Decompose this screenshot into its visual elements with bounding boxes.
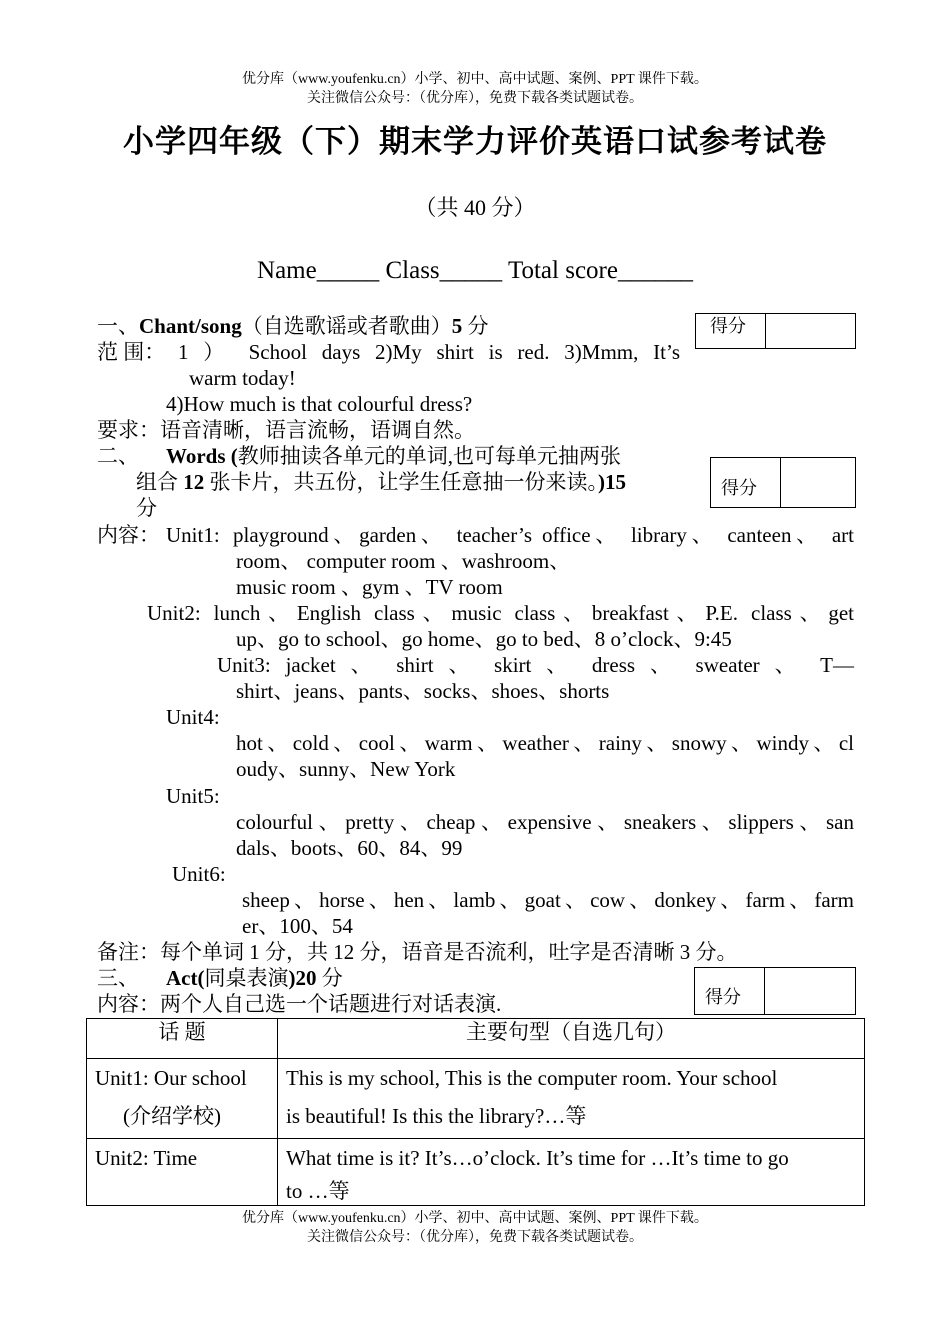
table-cell-topic [87,1059,278,1139]
score-label: 得分 [696,314,766,348]
section3-content: 内容：两个人自己选一个话题进行对话表演. [97,992,502,1016]
section2-desc-1: 教师抽读各单元的单词,也可每单元抽两张 [237,444,622,468]
score-label: 得分 [711,458,781,507]
section3-heading [166,965,343,991]
unit3-words-line-1: Unit3: jacket 、 shirt 、 skirt 、 dress 、 sweater 、 T— [217,653,854,677]
pattern-line-1: What time is it? It’s…o’clock. It’s time for …It’s time to go [286,1146,789,1170]
section1-points: 5 [451,314,463,338]
section2-desc-2c: 张卡片，共五份，让学生任意抽一份来读。 [204,470,598,494]
table-row [87,1059,865,1139]
section2-desc-2a: 组合 [136,470,184,494]
unit1-words-line-2: room、 computer room 、washroom、 [236,549,571,573]
section3-title: Act( [166,966,205,990]
table-cell-pattern [278,1139,865,1206]
dialogue-topic-table [86,1018,865,1206]
section1-range-label: 范 围： [97,340,166,364]
section2-number: 二、 [97,444,139,468]
section2-score-box [710,457,856,508]
unit1-label: Unit1: [166,523,220,547]
section2-points: )15 [598,470,626,494]
section3-desc: 同桌表演 [204,966,289,990]
header-line-1: 优分库（www.youfenku.cn）小学、初中、高中试题、案例、PPT 课件下载。 [242,72,708,87]
name-class-score-line: Name_____ Class_____ Total score______ [257,257,693,284]
section3-score-box [694,967,856,1015]
section2-note: 备注：每个单词 1 分，共 12 分，语音是否流利，吐字是否清晰 3 分。 [97,940,738,964]
topic-name: Unit2: Time [95,1146,198,1170]
section2-points-unit: 分 [136,496,157,520]
unit4-label: Unit4: [166,705,220,729]
header-line-2: 关注微信公众号：（优分库），免费下载各类试题试卷。 [307,91,643,106]
unit5-words-line-2: dals、boots、60、84、99 [236,836,463,860]
section1-requirement: 要求：语音清晰，语言流畅，语调自然。 [97,418,475,442]
table-row [87,1139,865,1206]
score-label: 得分 [695,968,765,1014]
section2-content-label: 内容： [97,523,160,547]
total-points: （共 40 分） [414,195,536,220]
unit5-words-line-1: colourful、pretty、cheap、expensive、sneakers、slippers、san [236,810,854,834]
table-cell-topic [87,1139,278,1206]
unit4-words-line-2: oudy、sunny、New York [236,757,456,781]
pattern-line-2: to …等 [286,1179,350,1203]
section1-title: Chant/song [139,314,242,338]
unit2-words-line-1: Unit2: lunch、English class、music class、breakfast、P.E. class、get [147,601,854,625]
section1-number: 一、 [97,314,139,338]
topic-name: Unit1: Our school [95,1066,247,1090]
section1-range-line-1: 1 ） School days 2)My shirt is red. 3)Mmm, It’s [178,340,680,364]
table-head-pattern: 主要句型（自选几句） [278,1019,865,1059]
section3-number: 三、 [97,966,139,990]
section1-range-line-3: 4)How much is that colourful dress? [166,392,473,416]
table-cell-pattern [278,1059,865,1139]
table-header-row [87,1019,865,1059]
section1-desc: （自选歌谣或者歌曲） [241,314,452,338]
section1-range-line-2: warm today! [189,366,296,390]
score-blank [766,314,855,348]
section2-title: Words ( [166,444,238,468]
unit1-words-line-1: playground、garden、 teacher’s office、 library、 canteen、 art [233,523,854,547]
topic-note: (介绍学校) [123,1104,221,1128]
section1-score-box [695,313,856,349]
unit6-words-line-1: sheep、horse、hen、lamb、goat、cow、donkey、farm、farm [242,888,854,912]
pattern-line-2: is beautiful! Is this the library?…等 [286,1104,587,1128]
unit5-label: Unit5: [166,784,220,808]
section1-heading [97,313,488,339]
score-blank [765,968,855,1014]
footer-line-1: 优分库（www.youfenku.cn）小学、初中、高中试题、案例、PPT 课件下载。 [242,1211,708,1226]
pattern-line-1: This is my school, This is the computer room. Your school [286,1066,778,1090]
section2-card-count: 12 [183,470,205,494]
unit1-words-line-3: music room 、gym 、TV room [236,575,503,599]
unit6-label: Unit6: [172,862,226,886]
unit3-words-line-2: shirt、jeans、pants、socks、shoes、shorts [236,679,610,703]
unit4-words-line-1: hot、cold、cool、warm、weather、rainy、snowy、windy、cl [236,731,854,755]
section2-desc-line-2 [136,469,626,495]
section3-points: )20 [288,966,317,990]
section2-heading [166,443,621,469]
footer-line-2: 关注微信公众号：（优分库），免费下载各类试题试卷。 [307,1230,643,1245]
table-head-topic: 话 题 [87,1019,278,1059]
section3-points-unit: 分 [316,966,343,990]
section1-points-unit: 分 [462,314,489,338]
page-title: 小学四年级（下）期末学力评价英语口试参考试卷 [123,124,827,160]
unit6-words-line-2: er、100、54 [242,914,353,938]
score-blank [781,458,855,507]
unit2-words-line-2: up、go to school、go home、go to bed、8 o’clock、9:45 [236,627,732,651]
